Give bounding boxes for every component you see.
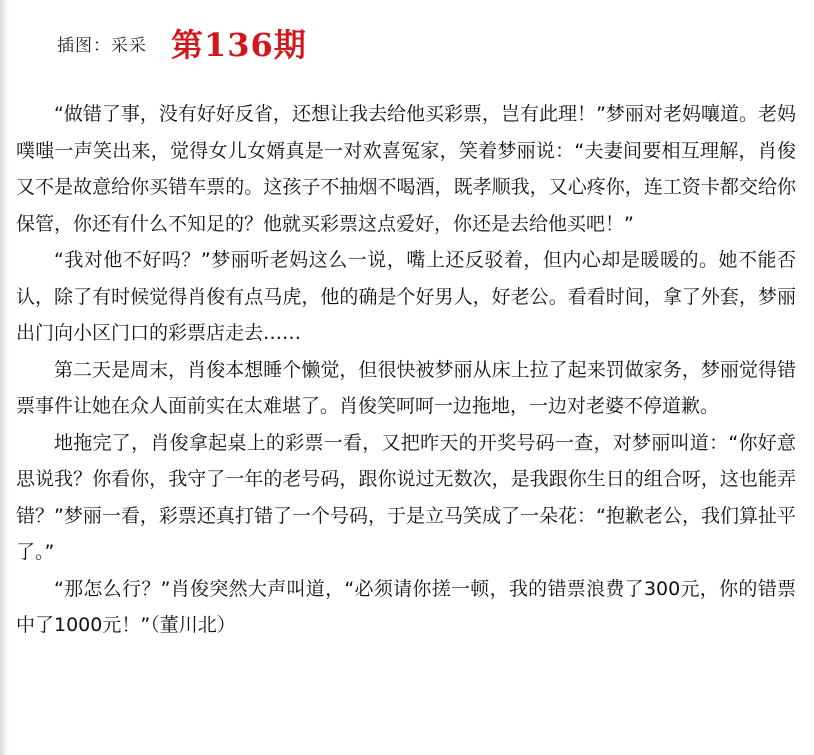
- paragraph-4: 地拖完了，肖俊拿起桌上的彩票一看，又把昨天的开奖号码一查，对梦丽叫道：“你好意思说我？你看你，我守了一年的老号码，跟你说过无数次，是我跟你生日的组合呀，这也能弄错？”梦丽一看，彩票还真打错了一个号码，于是立马笑成了一朵花：“抱歉老公，我们算扯平了。”: [16, 431, 796, 563]
- article-header: [57, 18, 307, 68]
- page-edge-shadow: [0, 0, 10, 755]
- paragraph-3: 第二天是周末，肖俊本想睡个懒觉，但很快被梦丽从床上拉了起来罚做家务，梦丽觉得错票事件让她在众人面前实在太难堪了。肖俊笑呵呵一边拖地，一边对老婆不停道歉。: [16, 358, 796, 417]
- issue-number: 第136期: [171, 26, 307, 64]
- article-body: [16, 96, 796, 644]
- author-byline: （董川北）: [150, 614, 236, 636]
- paragraph-5: [16, 571, 796, 644]
- paragraph-2: “我对他不好吗？”梦丽听老妈这么一说，嘴上还反驳着，但内心却是暖暖的。她不能否认，除了有时候觉得肖俊有点马虎，他的确是个好男人，好老公。看看时间，拿了外套，梦丽出门向小区门口的彩票店走去……: [16, 249, 796, 344]
- illustration-credit: 插图：采采: [57, 35, 147, 56]
- paragraph-1: “做错了事，没有好好反省，还想让我去给他买彩票，岂有此理！”梦丽对老妈嚷道。老妈噗嗤一声笑出来，觉得女儿女婿真是一对欢喜冤家，笑着梦丽说：“夫妻间要相互理解，肖俊又不是故意给你买错车票的。这孩子不抽烟不喝酒，既孝顺我，又心疼你，连工资卡都交给你保管，你还有什么不知足的？他就买彩票这点爱好，你还是去给他买吧！”: [16, 103, 796, 235]
- paragraph-5-text: “那怎么行？”肖俊突然大声叫道，“必须请你搓一顿，我的错票浪费了300元，你的错票中了1000元！”: [16, 577, 796, 636]
